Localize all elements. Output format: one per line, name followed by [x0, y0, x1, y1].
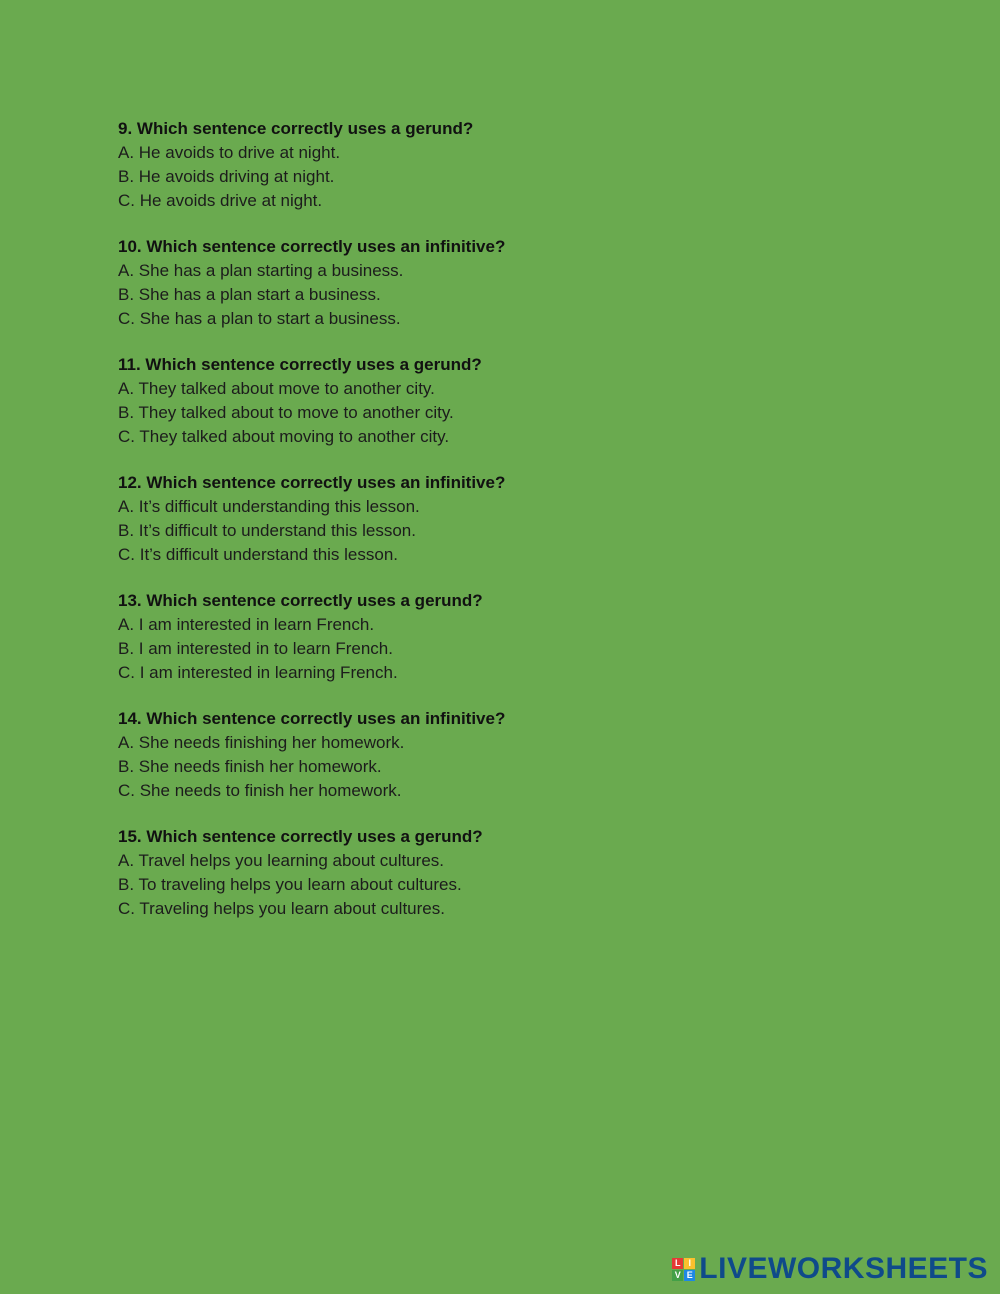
option-b[interactable]: B. She has a plan start a business.: [118, 285, 381, 304]
option-b[interactable]: B. It’s difficult to understand this lesson.: [118, 521, 416, 540]
question-11: [118, 353, 818, 449]
brand-wordmark: LIVEWORKSHEETS: [699, 1252, 988, 1285]
question-12: [118, 471, 818, 567]
question-title: 12. Which sentence correctly uses an infinitive?: [118, 473, 506, 492]
option-c[interactable]: C. They talked about moving to another city.: [118, 427, 450, 446]
worksheet: [118, 117, 818, 943]
option-a[interactable]: A. They talked about move to another city.: [118, 379, 435, 398]
logo-letter-e: E: [684, 1270, 695, 1281]
option-c[interactable]: C. She has a plan to start a business.: [118, 309, 401, 328]
question-title: 14. Which sentence correctly uses an infinitive?: [118, 709, 506, 728]
option-c[interactable]: C. She needs to finish her homework.: [118, 781, 402, 800]
question-title: 13. Which sentence correctly uses a gerund?: [118, 591, 483, 610]
option-b[interactable]: B. She needs finish her homework.: [118, 757, 382, 776]
option-b[interactable]: B. To traveling helps you learn about cultures.: [118, 875, 462, 894]
option-b[interactable]: B. I am interested in to learn French.: [118, 639, 393, 658]
question-13: [118, 589, 818, 685]
question-9: [118, 117, 818, 213]
option-b[interactable]: B. They talked about to move to another city.: [118, 403, 454, 422]
option-a[interactable]: A. She needs finishing her homework.: [118, 733, 405, 752]
option-a[interactable]: A. It’s difficult understanding this lesson.: [118, 497, 420, 516]
liveworksheets-logo: [672, 1254, 988, 1284]
question-15: [118, 825, 818, 921]
logo-letter-l: L: [672, 1258, 683, 1269]
question-title: 9. Which sentence correctly uses a gerund?: [118, 119, 474, 138]
option-a[interactable]: A. Travel helps you learning about cultures.: [118, 851, 445, 870]
logo-letter-v: V: [672, 1270, 683, 1281]
question-title: 11. Which sentence correctly uses a gerund?: [118, 355, 482, 374]
option-c[interactable]: C. He avoids drive at night.: [118, 191, 323, 210]
question-14: [118, 707, 818, 803]
option-b[interactable]: B. He avoids driving at night.: [118, 167, 335, 186]
question-title: 15. Which sentence correctly uses a gerund?: [118, 827, 483, 846]
option-a[interactable]: A. He avoids to drive at night.: [118, 143, 341, 162]
option-a[interactable]: A. I am interested in learn French.: [118, 615, 375, 634]
logo-letter-i: I: [684, 1258, 695, 1269]
option-a[interactable]: A. She has a plan starting a business.: [118, 261, 404, 280]
option-c[interactable]: C. It’s difficult understand this lesson.: [118, 545, 399, 564]
question-title: 10. Which sentence correctly uses an infinitive?: [118, 237, 506, 256]
option-c[interactable]: C. I am interested in learning French.: [118, 663, 398, 682]
question-10: [118, 235, 818, 331]
live-logo-icon: [672, 1258, 695, 1281]
option-c[interactable]: C. Traveling helps you learn about cultures.: [118, 899, 445, 918]
